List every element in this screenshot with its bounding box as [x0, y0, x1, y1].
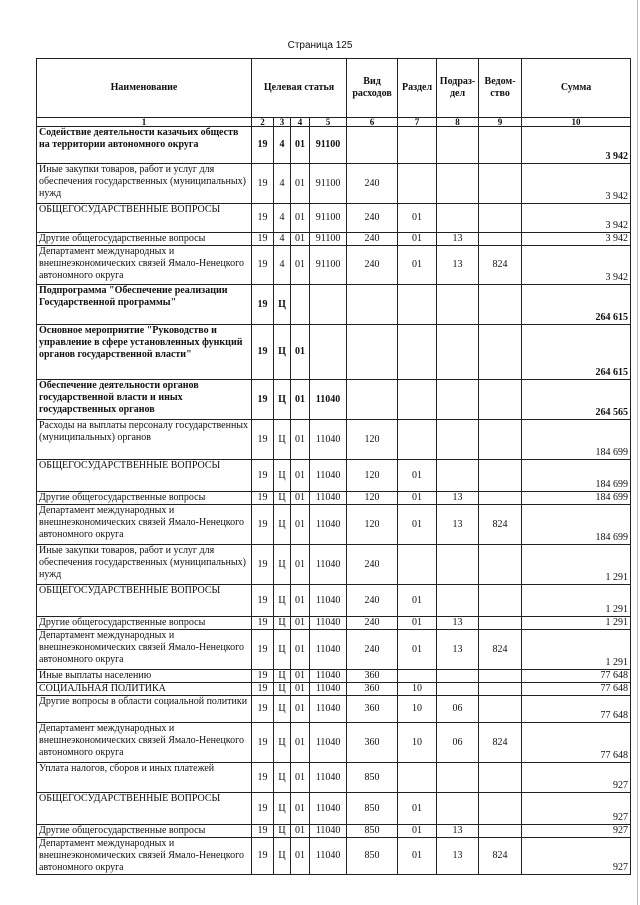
cell-razdel: 01: [398, 617, 437, 630]
cell-target-direction: 11040: [310, 793, 347, 825]
cell-name: Обеспечение деятельности органов государственной власти и иных государственных органов: [37, 380, 252, 420]
cell-target-event: 01: [291, 696, 310, 723]
cell-target-event: 01: [291, 460, 310, 492]
table-header-row: [37, 59, 631, 118]
cell-vedomstvo: [479, 204, 522, 233]
cell-target-event: 01: [291, 505, 310, 545]
cell-podrazdel: [437, 380, 479, 420]
cell-vid-rashodov: 360: [347, 723, 398, 763]
cell-target-event: 01: [291, 793, 310, 825]
cell-target-program: 19: [252, 793, 274, 825]
cell-vid-rashodov: 850: [347, 838, 398, 875]
cell-name: Другие общегосударственные вопросы: [37, 492, 252, 505]
cell-summa: 264 565: [522, 380, 631, 420]
cell-target-subprogram: Ц: [274, 617, 291, 630]
cell-razdel: 01: [398, 204, 437, 233]
cell-target-program: 19: [252, 545, 274, 585]
cell-vedomstvo: [479, 233, 522, 246]
cell-vedomstvo: [479, 545, 522, 585]
cell-target-direction: 11040: [310, 585, 347, 617]
cell-vedomstvo: 824: [479, 246, 522, 285]
cell-target-event: 01: [291, 492, 310, 505]
cell-target-direction: 11040: [310, 696, 347, 723]
table-row: [37, 505, 631, 545]
cell-target-direction: 11040: [310, 630, 347, 670]
cell-target-direction: 11040: [310, 825, 347, 838]
cell-target-program: 19: [252, 838, 274, 875]
cell-target-event: 01: [291, 204, 310, 233]
cell-razdel: 01: [398, 246, 437, 285]
cell-podrazdel: [437, 683, 479, 696]
col-header-vid: Вид расходов: [347, 59, 398, 118]
cell-vid-rashodov: 240: [347, 164, 398, 204]
cell-vedomstvo: [479, 285, 522, 325]
cell-vid-rashodov: 240: [347, 204, 398, 233]
cell-summa: 927: [522, 825, 631, 838]
cell-name: Расходы на выплаты персоналу государственных (муниципальных) органов: [37, 420, 252, 460]
cell-target-subprogram: Ц: [274, 420, 291, 460]
cell-target-direction: 11040: [310, 505, 347, 545]
cell-summa: 3 942: [522, 127, 631, 164]
cell-name: Иные закупки товаров, работ и услуг для обеспечения государственных (муниципальных) нужд: [37, 164, 252, 204]
cell-name: Иные закупки товаров, работ и услуг для обеспечения государственных (муниципальных) нужд: [37, 545, 252, 585]
cell-name: Департамент международных и внешнеэкономических связей Ямало-Ненецкого автономного округа: [37, 723, 252, 763]
cell-target-program: 19: [252, 164, 274, 204]
cell-podrazdel: 13: [437, 630, 479, 670]
cell-vedomstvo: [479, 683, 522, 696]
cell-target-event: 01: [291, 630, 310, 670]
cell-target-program: 19: [252, 617, 274, 630]
table-row: [37, 127, 631, 164]
scan-edge-line: [637, 0, 638, 905]
cell-razdel: 01: [398, 460, 437, 492]
table-row: [37, 380, 631, 420]
col-number: 6: [347, 118, 398, 127]
cell-vid-rashodov: 360: [347, 670, 398, 683]
cell-target-subprogram: Ц: [274, 825, 291, 838]
table-row: [37, 630, 631, 670]
cell-target-subprogram: 4: [274, 127, 291, 164]
cell-razdel: 10: [398, 683, 437, 696]
cell-vid-rashodov: 120: [347, 460, 398, 492]
cell-target-event: 01: [291, 825, 310, 838]
cell-target-program: 19: [252, 460, 274, 492]
cell-target-event: 01: [291, 127, 310, 164]
cell-target-direction: 11040: [310, 670, 347, 683]
cell-vedomstvo: [479, 763, 522, 793]
table-row: [37, 246, 631, 285]
cell-vedomstvo: [479, 585, 522, 617]
cell-target-direction: 11040: [310, 838, 347, 875]
cell-summa: 77 648: [522, 670, 631, 683]
col-number: 9: [479, 118, 522, 127]
cell-vedomstvo: 824: [479, 838, 522, 875]
table-body: [37, 127, 631, 875]
cell-summa: 3 942: [522, 204, 631, 233]
cell-vedomstvo: 824: [479, 630, 522, 670]
column-number-row: [37, 118, 631, 127]
cell-target-subprogram: Ц: [274, 585, 291, 617]
cell-summa: 3 942: [522, 233, 631, 246]
cell-summa: 184 699: [522, 505, 631, 545]
table-row: [37, 204, 631, 233]
cell-vid-rashodov: 240: [347, 233, 398, 246]
cell-target-subprogram: 4: [274, 246, 291, 285]
cell-razdel: [398, 763, 437, 793]
cell-razdel: 01: [398, 585, 437, 617]
cell-summa: 927: [522, 763, 631, 793]
cell-name: Департамент международных и внешнеэкономических связей Ямало-Ненецкого автономного округа: [37, 246, 252, 285]
cell-vid-rashodov: 240: [347, 630, 398, 670]
cell-summa: 1 291: [522, 617, 631, 630]
cell-target-event: 01: [291, 246, 310, 285]
cell-summa: 264 615: [522, 325, 631, 380]
cell-podrazdel: [437, 325, 479, 380]
cell-vid-rashodov: 850: [347, 825, 398, 838]
cell-target-subprogram: Ц: [274, 380, 291, 420]
cell-target-program: 19: [252, 233, 274, 246]
table-row: [37, 492, 631, 505]
cell-target-program: 19: [252, 204, 274, 233]
cell-target-subprogram: Ц: [274, 793, 291, 825]
cell-summa: 3 942: [522, 246, 631, 285]
cell-target-subprogram: Ц: [274, 763, 291, 793]
cell-name: Департамент международных и внешнеэкономических связей Ямало-Ненецкого автономного округа: [37, 505, 252, 545]
table-row: [37, 683, 631, 696]
cell-vid-rashodov: 120: [347, 420, 398, 460]
cell-target-subprogram: Ц: [274, 545, 291, 585]
cell-vid-rashodov: [347, 325, 398, 380]
cell-summa: 1 291: [522, 545, 631, 585]
cell-name: Другие общегосударственные вопросы: [37, 825, 252, 838]
table-row: [37, 763, 631, 793]
col-header-name: Наименование: [37, 59, 252, 118]
cell-vid-rashodov: 240: [347, 545, 398, 585]
table-row: [37, 670, 631, 683]
cell-name: ОБЩЕГОСУДАРСТВЕННЫЕ ВОПРОСЫ: [37, 585, 252, 617]
cell-podrazdel: 13: [437, 492, 479, 505]
cell-target-subprogram: Ц: [274, 460, 291, 492]
col-number: 4: [291, 118, 310, 127]
cell-summa: 927: [522, 793, 631, 825]
table-row: [37, 617, 631, 630]
cell-vid-rashodov: [347, 380, 398, 420]
cell-vedomstvo: [479, 825, 522, 838]
table-row: [37, 285, 631, 325]
cell-name: Содействие деятельности казачьих обществ на территории автономного округа: [37, 127, 252, 164]
cell-vedomstvo: [479, 380, 522, 420]
cell-razdel: 01: [398, 630, 437, 670]
cell-target-program: 19: [252, 246, 274, 285]
cell-name: Уплата налогов, сборов и иных платежей: [37, 763, 252, 793]
cell-name: Иные выплаты населению: [37, 670, 252, 683]
cell-target-subprogram: Ц: [274, 505, 291, 545]
cell-vid-rashodov: 850: [347, 793, 398, 825]
cell-target-event: 01: [291, 325, 310, 380]
cell-target-event: 01: [291, 545, 310, 585]
cell-podrazdel: [437, 204, 479, 233]
cell-podrazdel: [437, 420, 479, 460]
cell-podrazdel: [437, 460, 479, 492]
cell-name: Основное мероприятие "Руководство и управление в сфере установленных функций органов государственной власти": [37, 325, 252, 380]
cell-podrazdel: [437, 127, 479, 164]
cell-razdel: [398, 325, 437, 380]
cell-target-program: 19: [252, 683, 274, 696]
cell-name: Другие общегосударственные вопросы: [37, 617, 252, 630]
cell-target-program: 19: [252, 825, 274, 838]
cell-vid-rashodov: 120: [347, 492, 398, 505]
cell-target-event: [291, 285, 310, 325]
cell-target-direction: [310, 285, 347, 325]
cell-target-direction: 11040: [310, 380, 347, 420]
cell-summa: 184 699: [522, 420, 631, 460]
cell-vid-rashodov: [347, 285, 398, 325]
cell-target-direction: 91100: [310, 127, 347, 164]
cell-target-event: 01: [291, 617, 310, 630]
cell-target-subprogram: Ц: [274, 670, 291, 683]
cell-podrazdel: [437, 585, 479, 617]
cell-vid-rashodov: 360: [347, 696, 398, 723]
cell-vedomstvo: [479, 617, 522, 630]
table-row: [37, 460, 631, 492]
cell-vedomstvo: [479, 164, 522, 204]
cell-podrazdel: 13: [437, 505, 479, 545]
cell-podrazdel: [437, 670, 479, 683]
cell-target-subprogram: Ц: [274, 492, 291, 505]
cell-podrazdel: [437, 763, 479, 793]
cell-vid-rashodov: 120: [347, 505, 398, 545]
cell-target-direction: 11040: [310, 763, 347, 793]
table-row: [37, 793, 631, 825]
table-row: [37, 825, 631, 838]
cell-target-subprogram: Ц: [274, 838, 291, 875]
cell-target-subprogram: Ц: [274, 683, 291, 696]
cell-razdel: 01: [398, 825, 437, 838]
cell-vid-rashodov: 850: [347, 763, 398, 793]
cell-target-subprogram: Ц: [274, 630, 291, 670]
table-row: [37, 164, 631, 204]
cell-razdel: 01: [398, 233, 437, 246]
cell-name: СОЦИАЛЬНАЯ ПОЛИТИКА: [37, 683, 252, 696]
cell-target-program: 19: [252, 285, 274, 325]
cell-vedomstvo: 824: [479, 505, 522, 545]
cell-name: ОБЩЕГОСУДАРСТВЕННЫЕ ВОПРОСЫ: [37, 793, 252, 825]
cell-vid-rashodov: 360: [347, 683, 398, 696]
cell-target-subprogram: 4: [274, 164, 291, 204]
table-row: [37, 696, 631, 723]
cell-target-direction: [310, 325, 347, 380]
cell-razdel: [398, 285, 437, 325]
cell-target-program: 19: [252, 505, 274, 545]
cell-name: ОБЩЕГОСУДАРСТВЕННЫЕ ВОПРОСЫ: [37, 460, 252, 492]
table-row: [37, 585, 631, 617]
cell-target-program: 19: [252, 670, 274, 683]
cell-vid-rashodov: 240: [347, 585, 398, 617]
cell-target-direction: 11040: [310, 683, 347, 696]
cell-podrazdel: [437, 545, 479, 585]
cell-vedomstvo: 824: [479, 723, 522, 763]
cell-summa: 77 648: [522, 696, 631, 723]
cell-razdel: 01: [398, 505, 437, 545]
cell-summa: 184 699: [522, 460, 631, 492]
cell-target-subprogram: 4: [274, 233, 291, 246]
col-number: 10: [522, 118, 631, 127]
cell-summa: 1 291: [522, 630, 631, 670]
col-number: 1: [37, 118, 252, 127]
cell-vedomstvo: [479, 420, 522, 460]
cell-podrazdel: 13: [437, 246, 479, 285]
cell-target-program: 19: [252, 723, 274, 763]
col-number: 7: [398, 118, 437, 127]
page-header: Страница 125: [287, 40, 353, 51]
cell-summa: 3 942: [522, 164, 631, 204]
cell-target-program: 19: [252, 492, 274, 505]
col-number: 3: [274, 118, 291, 127]
cell-target-program: 19: [252, 380, 274, 420]
table-row: [37, 723, 631, 763]
cell-summa: 1 291: [522, 585, 631, 617]
cell-razdel: 10: [398, 723, 437, 763]
cell-target-direction: 11040: [310, 460, 347, 492]
cell-target-direction: 91100: [310, 233, 347, 246]
col-number: 8: [437, 118, 479, 127]
cell-target-event: 01: [291, 233, 310, 246]
cell-name: ОБЩЕГОСУДАРСТВЕННЫЕ ВОПРОСЫ: [37, 204, 252, 233]
cell-vedomstvo: [479, 127, 522, 164]
col-header-vedomstvo: Ведом- ство: [479, 59, 522, 118]
cell-summa: 927: [522, 838, 631, 875]
cell-name: Подпрограмма "Обеспечение реализации Государственной программы": [37, 285, 252, 325]
col-number: 2: [252, 118, 274, 127]
table-row: [37, 420, 631, 460]
cell-podrazdel: 13: [437, 617, 479, 630]
col-header-razdel: Раздел: [398, 59, 437, 118]
cell-name: Другие вопросы в области социальной политики: [37, 696, 252, 723]
table-row: [37, 838, 631, 875]
cell-razdel: [398, 670, 437, 683]
cell-razdel: 01: [398, 793, 437, 825]
cell-podrazdel: [437, 793, 479, 825]
cell-vedomstvo: [479, 325, 522, 380]
cell-summa: 264 615: [522, 285, 631, 325]
cell-razdel: 10: [398, 696, 437, 723]
cell-target-event: 01: [291, 164, 310, 204]
cell-target-subprogram: Ц: [274, 325, 291, 380]
cell-target-direction: 11040: [310, 420, 347, 460]
cell-target-event: 01: [291, 838, 310, 875]
cell-summa: 77 648: [522, 723, 631, 763]
table-row: [37, 325, 631, 380]
cell-razdel: [398, 164, 437, 204]
table-row: [37, 545, 631, 585]
cell-target-program: 19: [252, 763, 274, 793]
cell-target-event: 01: [291, 723, 310, 763]
cell-target-direction: 11040: [310, 723, 347, 763]
cell-target-direction: 11040: [310, 545, 347, 585]
cell-podrazdel: 13: [437, 233, 479, 246]
cell-target-program: 19: [252, 585, 274, 617]
cell-target-direction: 91100: [310, 164, 347, 204]
cell-podrazdel: [437, 285, 479, 325]
cell-podrazdel: 06: [437, 723, 479, 763]
cell-name: Департамент международных и внешнеэкономических связей Ямало-Ненецкого автономного округа: [37, 630, 252, 670]
cell-target-direction: 11040: [310, 617, 347, 630]
budget-table: [36, 58, 631, 875]
col-header-target: Целевая статья: [252, 59, 347, 118]
cell-target-program: 19: [252, 630, 274, 670]
cell-target-subprogram: Ц: [274, 285, 291, 325]
cell-vid-rashodov: [347, 127, 398, 164]
col-header-podrazdel: Подраз- дел: [437, 59, 479, 118]
cell-vedomstvo: [479, 696, 522, 723]
cell-vedomstvo: [479, 492, 522, 505]
cell-target-program: 19: [252, 325, 274, 380]
cell-razdel: [398, 420, 437, 460]
cell-name: Другие общегосударственные вопросы: [37, 233, 252, 246]
cell-target-direction: 91100: [310, 246, 347, 285]
cell-target-program: 19: [252, 127, 274, 164]
cell-target-subprogram: Ц: [274, 723, 291, 763]
cell-target-subprogram: 4: [274, 204, 291, 233]
cell-podrazdel: 06: [437, 696, 479, 723]
cell-target-program: 19: [252, 420, 274, 460]
cell-target-event: 01: [291, 683, 310, 696]
cell-vedomstvo: [479, 793, 522, 825]
cell-summa: 77 648: [522, 683, 631, 696]
cell-target-program: 19: [252, 696, 274, 723]
cell-razdel: [398, 127, 437, 164]
cell-razdel: [398, 380, 437, 420]
cell-target-event: 01: [291, 380, 310, 420]
col-number: 5: [310, 118, 347, 127]
cell-podrazdel: 13: [437, 825, 479, 838]
cell-vid-rashodov: 240: [347, 617, 398, 630]
cell-target-event: 01: [291, 670, 310, 683]
cell-target-event: 01: [291, 585, 310, 617]
cell-podrazdel: [437, 164, 479, 204]
cell-target-direction: 11040: [310, 492, 347, 505]
cell-razdel: [398, 545, 437, 585]
cell-vid-rashodov: 240: [347, 246, 398, 285]
col-header-summa: Сумма: [522, 59, 631, 118]
cell-summa: 184 699: [522, 492, 631, 505]
cell-target-event: 01: [291, 763, 310, 793]
cell-target-direction: 91100: [310, 204, 347, 233]
cell-target-event: 01: [291, 420, 310, 460]
cell-vedomstvo: [479, 670, 522, 683]
cell-vedomstvo: [479, 460, 522, 492]
cell-razdel: 01: [398, 838, 437, 875]
cell-podrazdel: 13: [437, 838, 479, 875]
cell-name: Департамент международных и внешнеэкономических связей Ямало-Ненецкого автономного округа: [37, 838, 252, 875]
cell-razdel: 01: [398, 492, 437, 505]
cell-target-subprogram: Ц: [274, 696, 291, 723]
table-row: [37, 233, 631, 246]
